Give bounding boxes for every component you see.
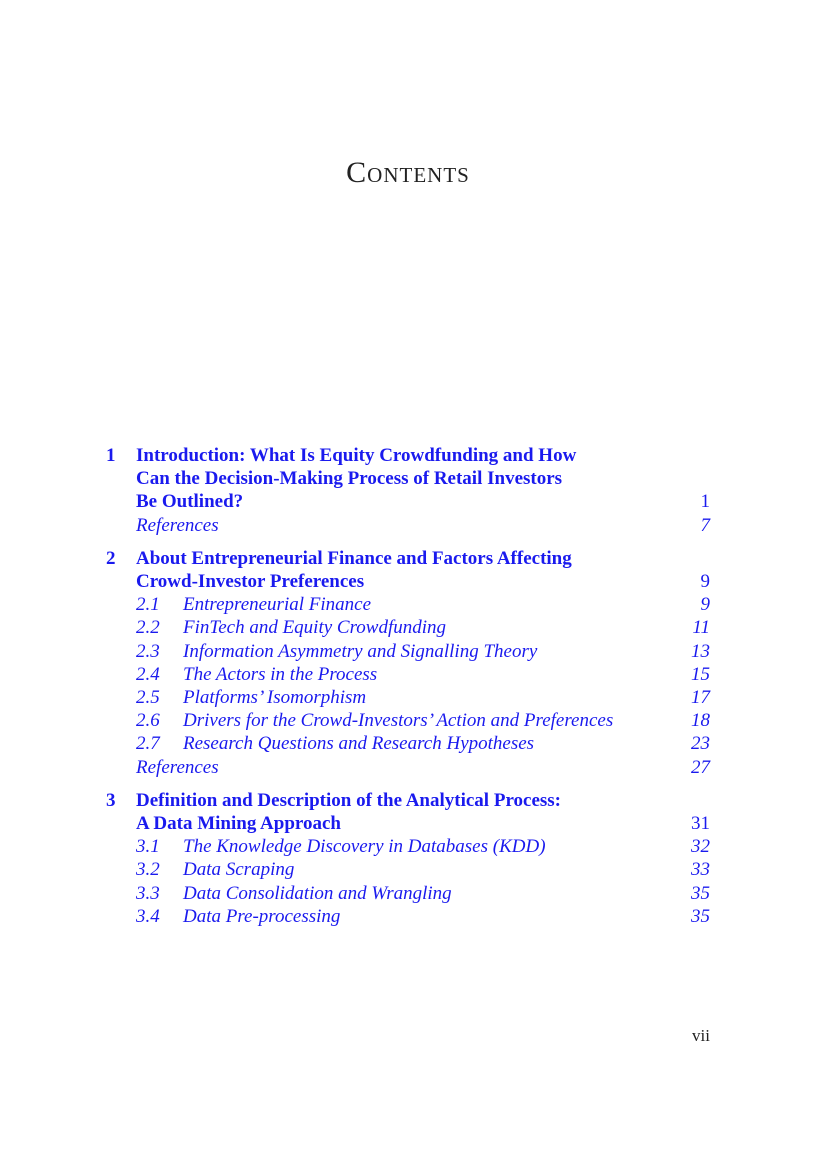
- toc-chapter-line[interactable]: [106, 570, 710, 593]
- section-entry-text[interactable]: [136, 835, 650, 858]
- section-title: Information Asymmetry and Signalling Theory: [183, 640, 538, 662]
- page-number: vii: [692, 1026, 710, 1045]
- section-number: 2.3: [136, 640, 160, 662]
- section-entry-text[interactable]: [136, 709, 650, 732]
- toc-chapter-line[interactable]: [106, 789, 710, 812]
- section-page-number: 32: [691, 836, 710, 858]
- section-page-number: 17: [691, 687, 710, 709]
- toc-chapter-line[interactable]: [106, 812, 710, 835]
- section-entry-text[interactable]: [136, 732, 650, 755]
- section-number: 2.5: [136, 687, 160, 709]
- section-title: Data Pre-processing: [183, 905, 341, 927]
- toc-chapter-line[interactable]: [106, 444, 710, 467]
- section-number: 2.7: [136, 733, 160, 755]
- table-of-contents: [106, 444, 710, 938]
- toc-chapter: [106, 444, 710, 537]
- section-title: Entrepreneurial Finance: [183, 594, 372, 616]
- chapter-title-line[interactable]: A Data Mining Approach: [136, 813, 341, 835]
- section-page-number: 13: [691, 640, 710, 662]
- section-entry-text[interactable]: [136, 640, 650, 663]
- section-page-number: 23: [691, 733, 710, 755]
- section-entry-text[interactable]: [136, 663, 650, 686]
- page-title: Contents: [346, 156, 470, 189]
- section-title: Data Consolidation and Wrangling: [183, 882, 452, 904]
- chapter-page-number: 31: [691, 813, 710, 835]
- section-number: 2.4: [136, 663, 160, 685]
- references-page-number: 27: [691, 756, 710, 778]
- toc-section-entry[interactable]: [106, 732, 710, 755]
- section-title: The Actors in the Process: [183, 663, 378, 685]
- section-page-number: 33: [691, 859, 710, 881]
- chapter-title-line[interactable]: Be Outlined?: [136, 491, 244, 513]
- toc-references-entry[interactable]: [106, 756, 710, 779]
- section-title: Platforms’ Isomorphism: [183, 687, 367, 709]
- section-number: 3.3: [136, 882, 160, 904]
- chapter-number: 3: [106, 789, 116, 811]
- toc-chapter: [106, 789, 710, 928]
- section-entry-text[interactable]: [136, 686, 650, 709]
- section-number: 2.2: [136, 617, 160, 639]
- section-number: 2.1: [136, 594, 160, 616]
- toc-section-entry[interactable]: [106, 905, 710, 928]
- section-title: FinTech and Equity Crowdfunding: [183, 617, 447, 639]
- toc-section-entry[interactable]: [106, 663, 710, 686]
- toc-section-entry[interactable]: [106, 686, 710, 709]
- section-page-number: 15: [691, 663, 710, 685]
- toc-section-entry[interactable]: [106, 593, 710, 616]
- section-entry-text[interactable]: [136, 882, 650, 905]
- references-label[interactable]: References: [136, 756, 219, 778]
- section-page-number: 35: [691, 882, 710, 904]
- toc-section-entry[interactable]: [106, 640, 710, 663]
- chapter-page-number: 1: [700, 491, 710, 513]
- chapter-title-line[interactable]: Definition and Description of the Analytical Process:: [136, 789, 562, 811]
- section-title: The Knowledge Discovery in Databases (KDD): [183, 836, 546, 858]
- chapter-page-number: 9: [700, 571, 710, 593]
- toc-section-entry[interactable]: [106, 835, 710, 858]
- toc-section-entry[interactable]: [106, 858, 710, 881]
- toc-section-entry[interactable]: [106, 616, 710, 639]
- section-title: Research Questions and Research Hypotheses: [183, 733, 535, 755]
- toc-section-entry[interactable]: [106, 709, 710, 732]
- chapter-title-line[interactable]: Introduction: What Is Equity Crowdfunding and How: [136, 445, 577, 466]
- chapter-title-line[interactable]: Can the Decision-Making Process of Retail Investors: [136, 468, 563, 490]
- chapter-title-line[interactable]: About Entrepreneurial Finance and Factors Affecting: [136, 547, 572, 569]
- section-title: Drivers for the Crowd-Investors’ Action and Preferences: [183, 710, 614, 732]
- references-page-number: 7: [700, 514, 710, 536]
- section-page-number: 35: [691, 905, 710, 927]
- section-page-number: 9: [700, 594, 710, 616]
- section-entry-text[interactable]: [136, 905, 650, 928]
- toc-chapter-line[interactable]: [106, 547, 710, 570]
- section-number: 3.4: [136, 905, 160, 927]
- chapter-title-line[interactable]: Crowd-Investor Preferences: [136, 571, 365, 593]
- toc-chapter: [106, 547, 710, 779]
- toc-section-entry[interactable]: [106, 882, 710, 905]
- toc-chapter-line[interactable]: [106, 467, 710, 490]
- section-entry-text[interactable]: [136, 593, 650, 616]
- section-entry-text[interactable]: [136, 858, 650, 881]
- toc-chapter-line[interactable]: [106, 490, 710, 513]
- references-label[interactable]: References: [136, 514, 219, 536]
- section-number: 3.2: [136, 859, 160, 881]
- section-page-number: 18: [691, 710, 710, 732]
- section-number: 2.6: [136, 710, 160, 732]
- toc-references-entry[interactable]: [106, 514, 710, 537]
- section-entry-text[interactable]: [136, 616, 650, 639]
- section-number: 3.1: [136, 836, 160, 858]
- chapter-number: 2: [106, 547, 116, 569]
- section-title: Data Scraping: [183, 859, 295, 881]
- section-page-number: 11: [692, 617, 710, 639]
- chapter-number: 1: [106, 445, 116, 466]
